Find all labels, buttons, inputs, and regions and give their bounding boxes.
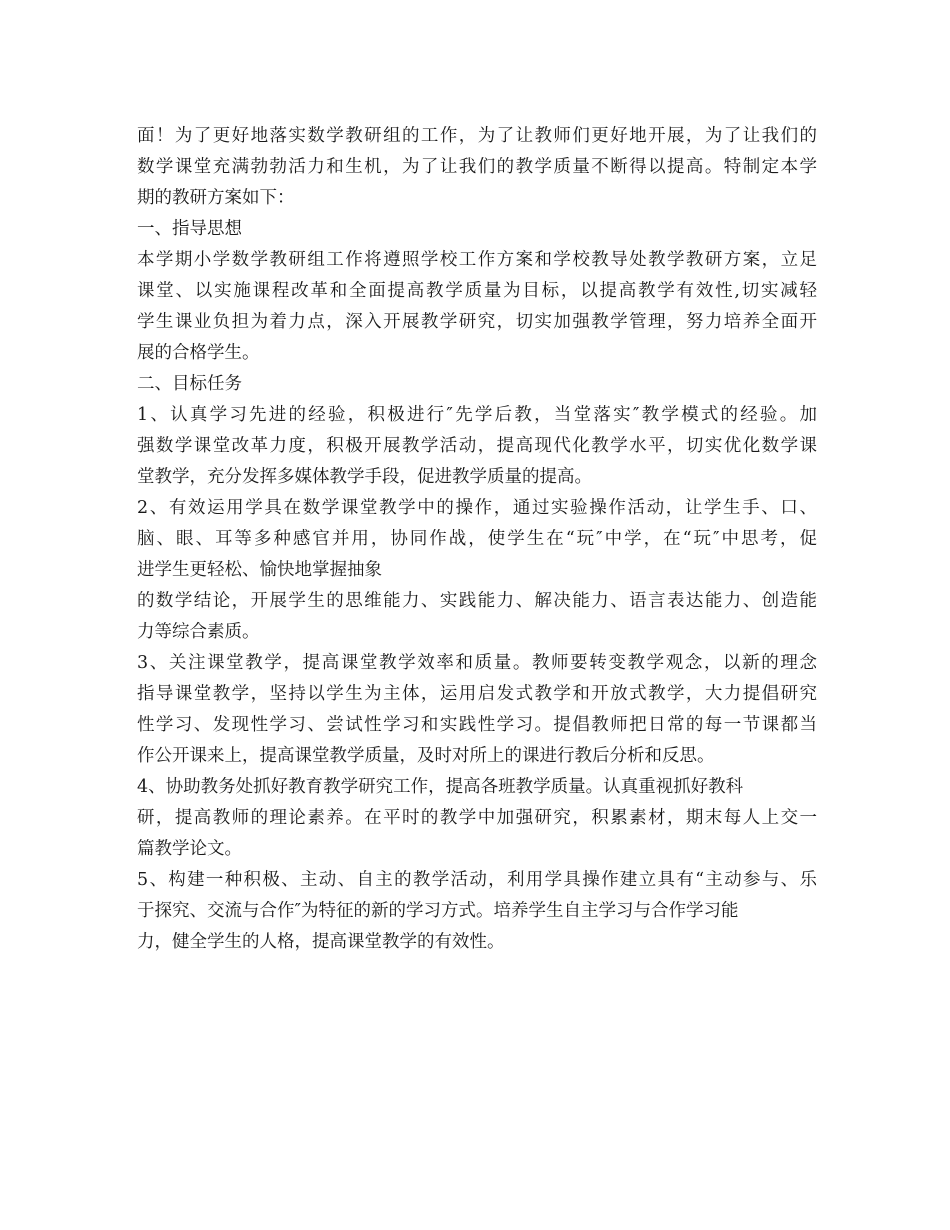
item5-line-1: 5、构建一种积极、主动、自主的教学活动，利用学具操作建立具有“主动参与、乐 — [137, 870, 817, 890]
item1-line-1: 1、认真学习先进的经验，积极进行″先学后教，当堂落实″教学模式的经验。加 — [137, 405, 817, 425]
item2-line-2: 脑、眼、耳等多种感官并用，协同作战，使学生在“玩″中学，在“玩″中思考，促 — [137, 529, 817, 549]
item2-line-5: 力等综合素质。 — [137, 622, 260, 642]
item1-line-3: 堂教学，充分发挥多媒体教学手段，促进教学质量的提高。 — [137, 467, 592, 487]
intro-line-1: 面！为了更好地落实数学教研组的工作，为了让教师们更好地开展，为了让我们的 — [137, 126, 817, 146]
intro-line-3: 期的教研方案如下： — [137, 188, 295, 208]
section1-line-3: 学生课业负担为着力点，深入开展教学研究，切实加强教学管理，努力培养全面开 — [137, 312, 817, 332]
item2-line-1: 2、有效运用学具在数学课堂教学中的操作，通过实验操作活动，让学生手、口、 — [137, 498, 817, 518]
item5-line-2: 于探究、交流与合作″为特征的新的学习方式。培养学生自主学习与合作学习能 — [137, 901, 739, 921]
item4-line-2: 研，提高教师的理论素养。在平时的教学中加强研究，积累素材，期末每人上交一 — [137, 808, 817, 828]
item2-line-4: 的数学结论，开展学生的思维能力、实践能力、解决能力、语言表达能力、创造能 — [137, 591, 817, 611]
item4-line-3: 篇教学论文。 — [137, 839, 242, 859]
document-body — [137, 125, 817, 953]
section1-line-1: 本学期小学数学教研组工作将遵照学校工作方案和学校教导处教学教研方案，立足 — [137, 250, 817, 270]
item3-line-2: 指导课堂教学，坚持以学生为主体，运用启发式教学和开放式教学，大力提倡研究 — [137, 684, 817, 704]
section-heading-guiding-thought: 一、指导思想 — [137, 219, 242, 239]
item3-line-3: 性学习、发现性学习、尝试性学习和实践性学习。提倡教师把日常的每一节课都当 — [137, 715, 817, 735]
item3-line-4: 作公开课来上，提高课堂教学质量，及时对所上的课进行教后分析和反思。 — [137, 746, 715, 766]
section1-line-4: 展的合格学生。 — [137, 343, 260, 363]
item4-line-1: 4、协助教务处抓好教育教学研究工作，提高各班教学质量。认真重视抓好教科 — [137, 777, 744, 797]
item3-line-1: 3、关注课堂教学，提高课堂教学效率和质量。教师要转变教学观念，以新的理念 — [137, 653, 817, 673]
item2-line-3: 进学生更轻松、愉快地掌握抽象 — [137, 560, 382, 580]
section1-line-2: 课堂、以实施课程改革和全面提高教学质量为目标，以提高教学有效性,切实减轻 — [137, 281, 817, 301]
section-heading-goals: 二、目标任务 — [137, 374, 242, 394]
intro-line-2: 数学课堂充满勃勃活力和生机，为了让我们的教学质量不断得以提高。特制定本学 — [137, 157, 817, 177]
item5-line-3: 力，健全学生的人格，提高课堂教学的有效性。 — [137, 932, 505, 952]
item1-line-2: 强数学课堂改革力度，积极开展教学活动，提高现代化教学水平，切实优化数学课 — [137, 436, 817, 456]
